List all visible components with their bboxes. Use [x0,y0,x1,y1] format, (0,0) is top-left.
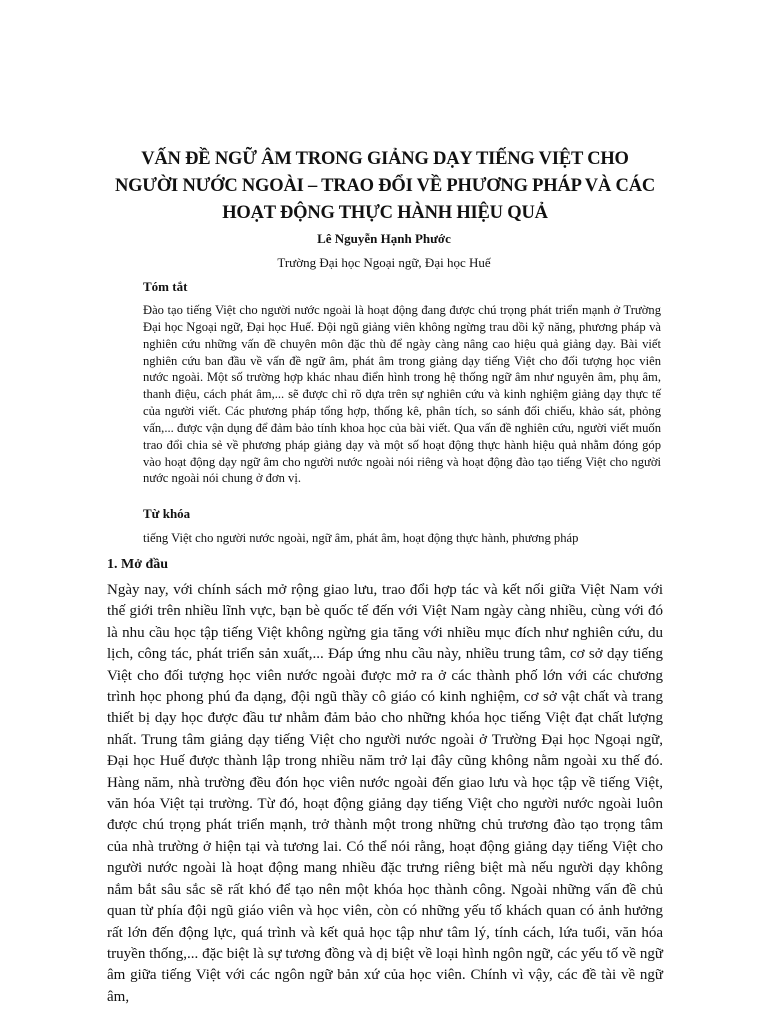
author-name: Lê Nguyễn Hạnh Phước [317,231,451,246]
abstract-text: Đào tạo tiếng Việt cho người nước ngoài là hoạt động đang được chú trọng phát triển mạnh ở Trường Đại học Ngoại ngữ, Đại học Huế. Đội ngũ giảng viên không ngừng trau dồi kỹ năng, phương pháp và nghiên cứu những vấn đề chuyên môn đặc thù để ngày càng nâng cao hiệu quả giảng dạy. Bài viết nghiên cứu ban đầu về vấn đề ngữ âm, phát âm trong giảng dạy tiếng Việt cho đối tượng học viên nước ngoài. Một số trường hợp khác nhau điển hình trong hệ thống ngữ âm như nguyên âm, phụ âm, thanh điệu, cách phát âm,... sẽ được chỉ rõ dựa trên sự nghiên cứu và kinh nghiệm giảng dạy thực tế của người viết. Các phương pháp tổng hợp, thống kê, phân tích, so sánh đối chiếu, khảo sát, phỏng vấn,... được vận dụng để đảm bảo tính khoa học của bài viết. Qua vấn đề nghiên cứu, người viết muốn trao đổi chia sẻ về phương pháp giảng dạy và một số hoạt động thực hành hiệu quả nhằm đóng góp vào hoạt động dạy ngữ âm cho người nước ngoài nói riêng và hoạt động đào tạo tiếng Việt cho người nước ngoài nói chung ở đơn vị. [143,303,661,486]
abstract-heading: Tóm tắt [143,279,188,294]
author-affiliation: Trường Đại học Ngoại ngữ, Đại học Huế [277,255,491,270]
section-heading-introduction: 1. Mở đầu [107,557,169,572]
paper-title: VẤN ĐỀ NGỮ ÂM TRONG GIẢNG DẠY TIẾNG VIỆT CHO NGƯỜI NƯỚC NGOÀI – TRAO ĐỔI VỀ PHƯƠNG PHÁP VÀ CÁC HOẠT ĐỘNG THỰC HÀNH HIỆU QUẢ [114,149,656,223]
section-body-text: Ngày nay, với chính sách mở rộng giao lưu, trao đổi hợp tác và kết nối giữa Việt Nam với thế giới trên nhiều lĩnh vực, bạn bè quốc tế đến với Việt Nam ngày càng nhiều, cùng với đó là nhu cầu học tập tiếng Việt không ngừng gia tăng với nhiều mục đích như nghiên cứu, du lịch, công tác, phát triển sản xuất,... Đáp ứng nhu cầu này, nhiều trung tâm, cơ sở dạy tiếng Việt cho đối tượng học viên nước ngoài được mở ra ở các thành phố lớn với các chương trình học phong phú đa dạng, đội ngũ thầy cô giáo có kinh nghiệm, cơ sở vật chất và trang thiết bị dạy học được đầu tư nhằm đảm bảo cho những khóa học tiếng Việt đạt chất lượng nhất. Trung tâm giảng dạy tiếng Việt cho người nước ngoài ở Trường Đại học Ngoại ngữ, Đại học Huế được thành lập trong nhiều năm trở lại đây cũng không nằm ngoài xu thế đó. Hàng năm, nhà trường đều đón học viên nước ngoài đến giao lưu và học tập về tiếng Việt, văn hóa Việt tại trường. Từ đó, hoạt động giảng dạy tiếng Việt cho người nước ngoài luôn được chú trọng phát triển mạnh, trở thành một trong những chủ trương đào tạo trọng tâm của nhà trường ở hiện tại và tương lai. Có thể nói rằng, hoạt động giảng dạy tiếng Việt cho người nước ngoài là hoạt động mang nhiều đặc trưng riêng biệt mà nếu người dạy không nắm bắt sâu sắc sẽ rất khó để tạo nên một khóa học thành công. Ngoài những vấn đề chủ quan từ phía đội ngũ giáo viên và học viên, còn có những yếu tố khách quan có ảnh hưởng rất lớn đến động lực, quá trình và kết quả học tập như tâm lý, tính cách, lứa tuổi, văn hóa truyền thống,... đặc biệt là sự tương đồng và dị biệt về loại hình ngôn ngữ, các yếu tố về ngữ âm giữa tiếng Việt với các ngôn ngữ bản xứ của học viên. Chính vì vậy, các đề tài về ngữ âm, [107,582,663,1005]
keywords-heading: Từ khóa [143,506,191,521]
keywords-text: tiếng Việt cho người nước ngoài, ngữ âm, phát âm, hoạt động thực hành, phương pháp [143,531,579,545]
